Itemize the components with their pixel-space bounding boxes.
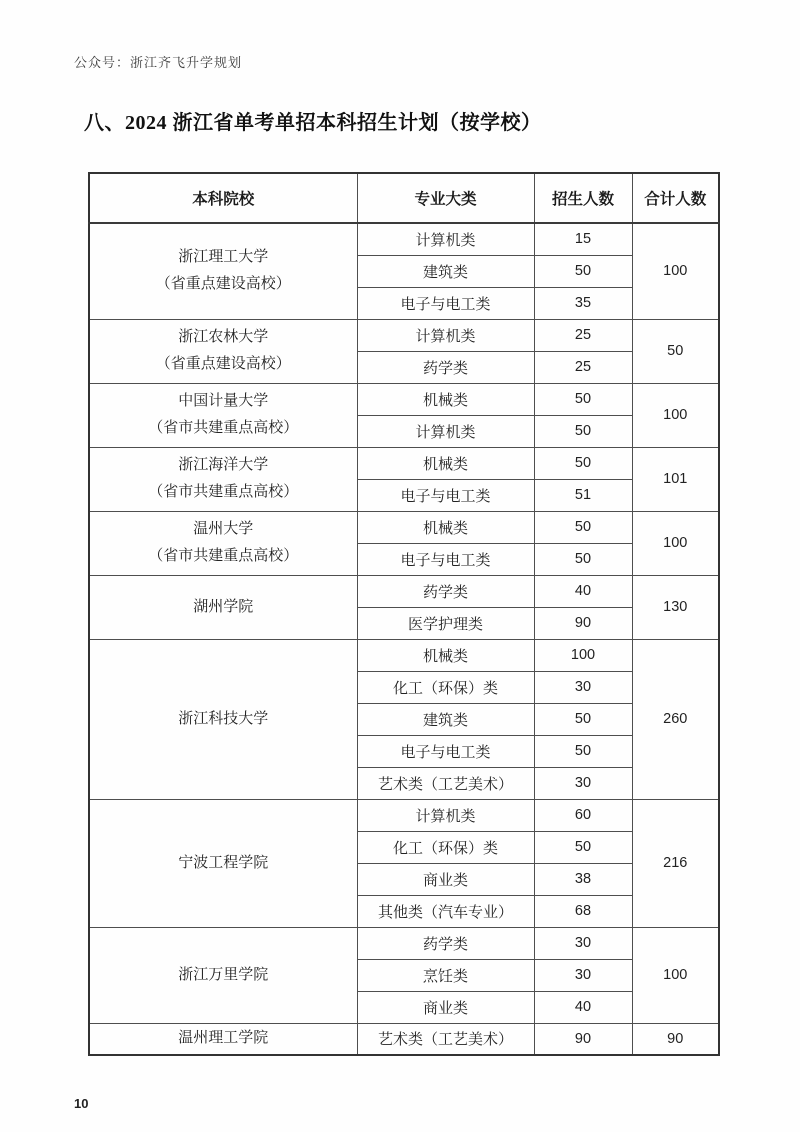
school-note: （省重点建设高校） [155, 356, 291, 372]
school-name: 浙江农林大学 [178, 329, 269, 345]
school-cell [89, 383, 357, 447]
school-name: 浙江海洋大学 [178, 457, 269, 473]
total-cell: 100 [632, 927, 719, 1023]
school-note: （省重点建设高校） [155, 276, 291, 293]
major-cell: 药学类 [357, 351, 534, 383]
school-cell [89, 927, 357, 1023]
count-cell: 50 [534, 415, 632, 447]
major-cell: 商业类 [357, 863, 534, 895]
school-name: 浙江万里学院 [178, 966, 269, 983]
count-cell: 30 [534, 767, 632, 799]
page-number: 10 [74, 1096, 89, 1111]
count-cell: 30 [534, 671, 632, 703]
page-title: 八、2024 浙江省单考单招本科招生计划（按学校） [84, 112, 542, 134]
count-cell: 68 [534, 895, 632, 927]
school-cell [89, 223, 357, 319]
major-cell: 化工（环保）类 [357, 671, 534, 703]
school-name: 宁波工程学院 [178, 854, 269, 871]
school-name: 中国计量大学 [178, 393, 269, 409]
count-cell: 90 [534, 1023, 632, 1055]
count-cell: 30 [534, 927, 632, 959]
header-major: 专业大类 [357, 173, 534, 223]
count-cell: 50 [534, 543, 632, 575]
table-row [89, 1023, 719, 1055]
school-cell [89, 639, 357, 799]
major-cell: 计算机类 [357, 415, 534, 447]
table-row [89, 319, 719, 351]
count-cell: 90 [534, 607, 632, 639]
table-header-row [89, 173, 719, 223]
school-cell [89, 799, 357, 927]
count-cell: 25 [534, 319, 632, 351]
count-cell: 60 [534, 799, 632, 831]
major-cell: 建筑类 [357, 255, 534, 287]
major-cell: 药学类 [357, 927, 534, 959]
enrollment-plan-table [88, 172, 720, 1056]
count-cell: 15 [534, 223, 632, 255]
count-cell: 50 [534, 447, 632, 479]
table-row [89, 223, 719, 255]
total-cell: 260 [632, 639, 719, 799]
total-cell: 100 [632, 511, 719, 575]
major-cell: 计算机类 [357, 223, 534, 255]
count-cell: 30 [534, 959, 632, 991]
count-cell: 50 [534, 703, 632, 735]
count-cell: 38 [534, 863, 632, 895]
school-name: 温州理工学院 [178, 1030, 269, 1047]
school-name: 浙江科技大学 [178, 710, 269, 727]
major-cell: 建筑类 [357, 703, 534, 735]
school-note: （省市共建重点高校） [148, 484, 299, 500]
count-cell: 50 [534, 511, 632, 543]
total-cell: 101 [632, 447, 719, 511]
table-row [89, 447, 719, 479]
count-cell: 25 [534, 351, 632, 383]
school-name: 温州大学 [193, 521, 254, 537]
major-cell: 电子与电工类 [357, 479, 534, 511]
table-row [89, 575, 719, 607]
major-cell: 电子与电工类 [357, 543, 534, 575]
major-cell: 机械类 [357, 447, 534, 479]
school-note: （省市共建重点高校） [148, 420, 299, 436]
school-cell [89, 447, 357, 511]
major-cell: 机械类 [357, 511, 534, 543]
total-cell: 100 [632, 383, 719, 447]
major-cell: 其他类（汽车专业） [357, 895, 534, 927]
school-note: （省市共建重点高校） [148, 548, 299, 564]
school-cell [89, 1023, 357, 1055]
table-row [89, 511, 719, 543]
count-cell: 50 [534, 255, 632, 287]
major-cell: 计算机类 [357, 799, 534, 831]
header-count: 招生人数 [534, 173, 632, 223]
count-cell: 35 [534, 287, 632, 319]
count-cell: 100 [534, 639, 632, 671]
count-cell: 50 [534, 831, 632, 863]
major-cell: 艺术类（工艺美术） [357, 1023, 534, 1055]
count-cell: 40 [534, 991, 632, 1023]
major-cell: 机械类 [357, 639, 534, 671]
major-cell: 电子与电工类 [357, 287, 534, 319]
school-cell [89, 575, 357, 639]
total-cell: 100 [632, 223, 719, 319]
major-cell: 烹饪类 [357, 959, 534, 991]
major-cell: 化工（环保）类 [357, 831, 534, 863]
total-cell: 50 [632, 319, 719, 383]
header-school: 本科院校 [89, 173, 357, 223]
major-cell: 药学类 [357, 575, 534, 607]
total-cell: 90 [632, 1023, 719, 1055]
major-cell: 艺术类（工艺美术） [357, 767, 534, 799]
table-row [89, 799, 719, 831]
table-row [89, 639, 719, 671]
count-cell: 40 [534, 575, 632, 607]
major-cell: 医学护理类 [357, 607, 534, 639]
count-cell: 50 [534, 735, 632, 767]
count-cell: 51 [534, 479, 632, 511]
major-cell: 计算机类 [357, 319, 534, 351]
header-total: 合计人数 [632, 173, 719, 223]
total-cell: 130 [632, 575, 719, 639]
major-cell: 商业类 [357, 991, 534, 1023]
table-row [89, 383, 719, 415]
major-cell: 电子与电工类 [357, 735, 534, 767]
watermark-text: 公众号：浙江齐飞升学规划 [74, 55, 243, 70]
table-row [89, 927, 719, 959]
school-cell [89, 511, 357, 575]
count-cell: 50 [534, 383, 632, 415]
total-cell: 216 [632, 799, 719, 927]
school-name: 浙江理工大学 [178, 249, 269, 266]
school-cell [89, 319, 357, 383]
major-cell: 机械类 [357, 383, 534, 415]
school-name: 湖州学院 [193, 598, 254, 615]
